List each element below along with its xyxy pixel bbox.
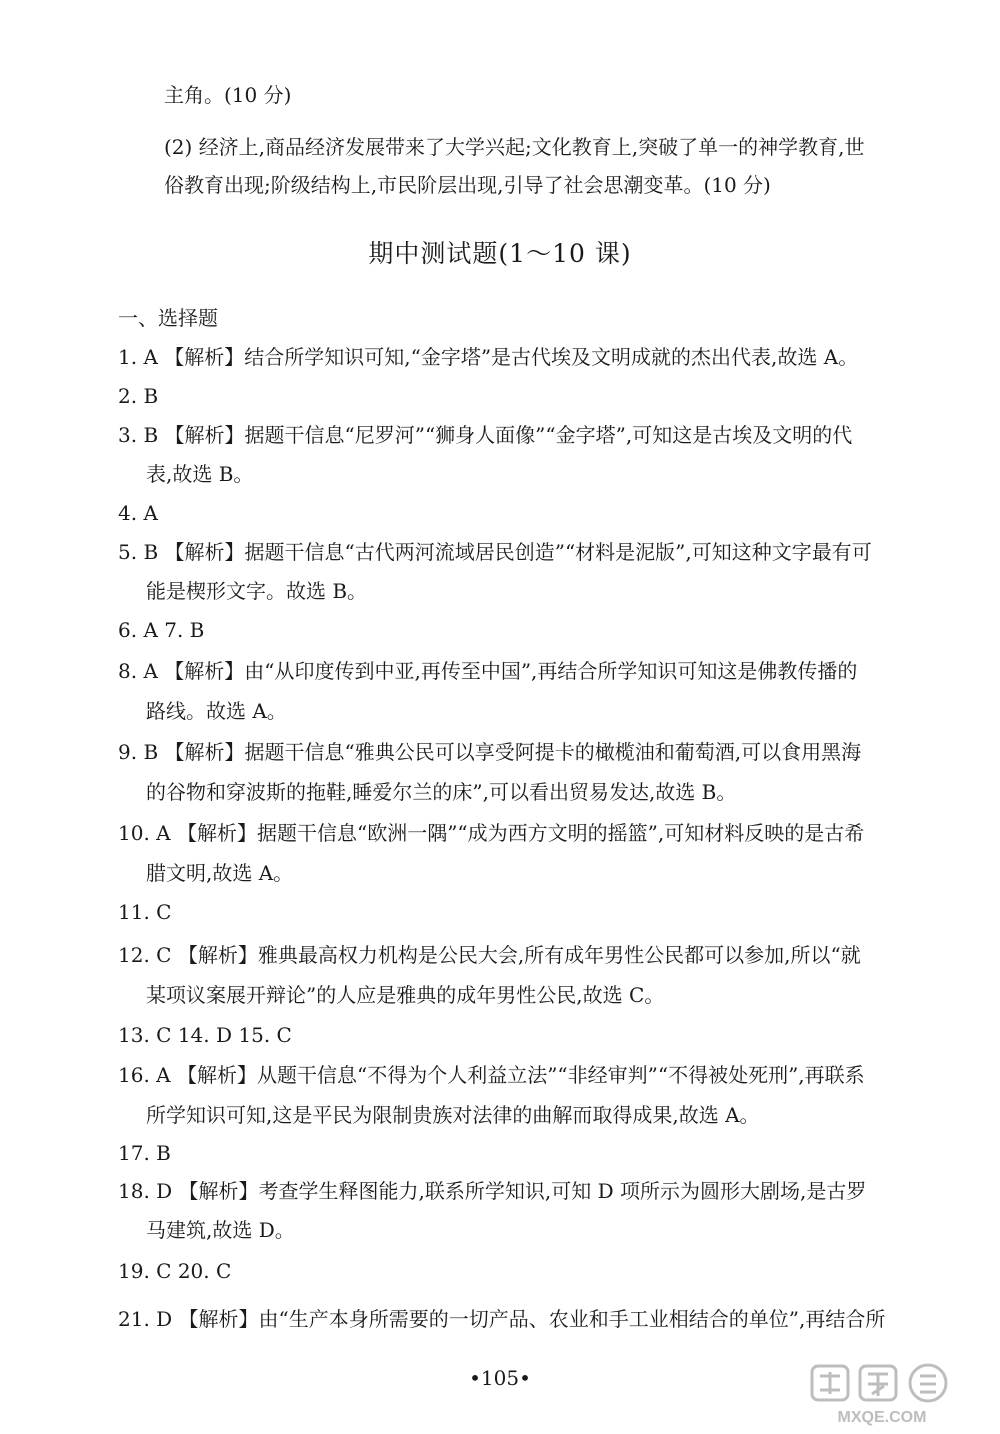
answer-line: 腊文明,故选 A。 bbox=[146, 861, 294, 885]
answer-line: 表,故选 B。 bbox=[146, 462, 254, 486]
answer-line: 能是楔形文字。故选 B。 bbox=[146, 579, 368, 603]
answer-line: 8. A 【解析】由“从印度传到中亚,再传至中国”,再结合所学知识可知这是佛教传播的 bbox=[118, 659, 858, 683]
page-title: 期中测试题(1～10 课) bbox=[368, 239, 632, 268]
answer-line: 5. B 【解析】据题干信息“古代两河流域居民创造”“材料是泥版”,可知这种文字最有可 bbox=[118, 540, 872, 564]
answer-line: 某项议案展开辩论”的人应是雅典的成年男性公民,故选 C。 bbox=[146, 983, 665, 1007]
answer-line: 所学知识可知,这是平民为限制贵族对法律的曲解而取得成果,故选 A。 bbox=[146, 1103, 760, 1127]
watermark-logo bbox=[782, 1362, 982, 1428]
answer-line: 2. B bbox=[118, 384, 159, 408]
watermark-url: MXQE.COM bbox=[837, 1409, 927, 1426]
answer-line: 16. A 【解析】从题干信息“不得为个人利益立法”“非经审判”“不得被处死刑”,再联系 bbox=[118, 1063, 865, 1087]
answer-line: 3. B 【解析】据题干信息“尼罗河”“狮身人面像”“金字塔”,可知这是古埃及文明的代 bbox=[118, 423, 853, 447]
text-line: 主角。(10 分) bbox=[164, 83, 292, 107]
section-heading: 一、选择题 bbox=[118, 306, 218, 330]
answer-line: 17. B bbox=[118, 1141, 171, 1165]
text-line: 俗教育出现;阶级结构上,市民阶层出现,引导了社会思潮变革。(10 分) bbox=[164, 173, 771, 197]
answer-line: 12. C 【解析】雅典最高权力机构是公民大会,所有成年男性公民都可以参加,所以“就 bbox=[118, 943, 861, 967]
answer-line: 10. A 【解析】据题干信息“欧洲一隅”“成为西方文明的摇篮”,可知材料反映的是古希 bbox=[118, 821, 865, 845]
answer-line: 4. A bbox=[118, 501, 158, 525]
answer-line: 11. C bbox=[118, 900, 172, 924]
answer-line: 的谷物和穿波斯的拖鞋,睡爱尔兰的床”,可以看出贸易发达,故选 B。 bbox=[146, 780, 737, 804]
answer-line: 13. C 14. D 15. C bbox=[118, 1023, 292, 1047]
answer-line: 马建筑,故选 D。 bbox=[146, 1218, 295, 1242]
answer-line: 6. A 7. B bbox=[118, 618, 205, 642]
answer-line: 9. B 【解析】据题干信息“雅典公民可以享受阿提卡的橄榄油和葡萄酒,可以食用黑海 bbox=[118, 740, 862, 764]
answer-line: 18. D 【解析】考查学生释图能力,联系所学知识,可知 D 项所示为圆形大剧场,是古罗 bbox=[118, 1179, 867, 1203]
text-line: (2) 经济上,商品经济发展带来了大学兴起;文化教育上,突破了单一的神学教育,世 bbox=[164, 135, 865, 159]
answer-line: 1. A 【解析】结合所学知识可知,“金字塔”是古代埃及文明成就的杰出代表,故选 A。 bbox=[118, 345, 859, 369]
answer-line: 路线。故选 A。 bbox=[146, 699, 287, 723]
page-number: •105• bbox=[469, 1366, 531, 1390]
answer-line: 19. C 20. C bbox=[118, 1259, 232, 1283]
answer-circle-logo-icon bbox=[782, 1362, 982, 1428]
answer-line: 21. D 【解析】由“生产本身所需要的一切产品、农业和手工业相结合的单位”,再结合所 bbox=[118, 1307, 886, 1331]
